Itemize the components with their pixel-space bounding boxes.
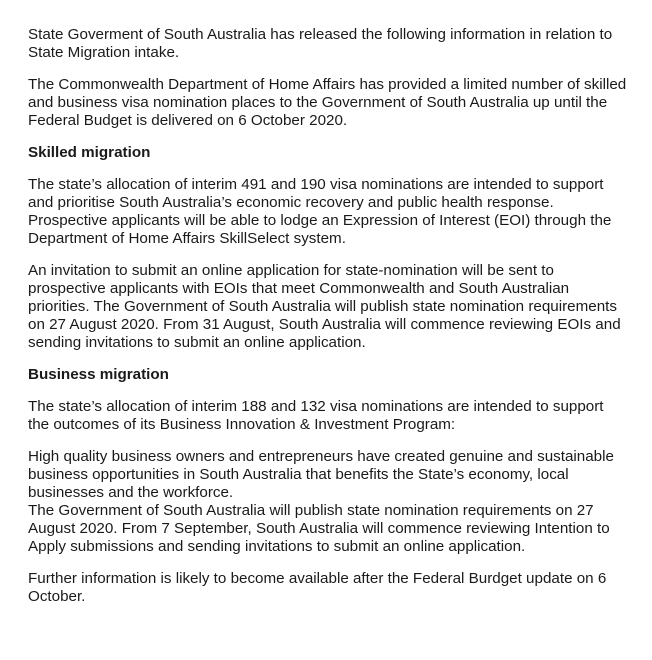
further-information-paragraph: Further information is likely to become available after the Federal Burdget update on 6 October.: [28, 570, 607, 605]
business-requirements-paragraph: The Government of South Australia will publish state nomination requirements on 27 August 2020. From 7 September, South Australia will commence reviewing Intention to Apply submissions and sending invitations to submit an online application.: [28, 502, 610, 555]
business-opportunities-paragraph: High quality business owners and entrepreneurs have created genuine and sustainable business opportunities in South Australia that benefits the State’s economy, local businesses and the workforce.: [28, 448, 614, 501]
skilled-invitation-paragraph: An invitation to submit an online application for state-nomination will be sent to prospective applicants with EOIs that meet Commonwealth and South Australian priorities. The Government of South Australia will publish state nomination requirements on 27 August 2020. From 31 August, South Australia will commence reviewing EOIs and sending invitations to submit an online application.: [28, 262, 621, 351]
skilled-allocation-paragraph: The state’s allocation of interim 491 and 190 visa nominations are intended to support and prioritise South Australia’s economic recovery and public health response. Prospective applicants will be able to lodge an Expression of Interest (EOI) through the Department of Home Affairs SkillSelect system.: [28, 176, 612, 247]
business-allocation-paragraph: The state’s allocation of interim 188 and 132 visa nominations are intended to support the outcomes of its Business Innovation & Investment Program:: [28, 398, 604, 433]
commonwealth-paragraph: The Commonwealth Department of Home Affairs has provided a limited number of skilled and business visa nomination places to the Government of South Australia up until the Federal Budget is delivered on 6 October 2020.: [28, 76, 627, 129]
intro-paragraph: State Goverment of South Australia has released the following information in relation to State Migration intake.: [28, 26, 613, 61]
skilled-migration-heading: Skilled migration: [28, 144, 151, 161]
business-migration-heading: Business migration: [28, 366, 169, 383]
